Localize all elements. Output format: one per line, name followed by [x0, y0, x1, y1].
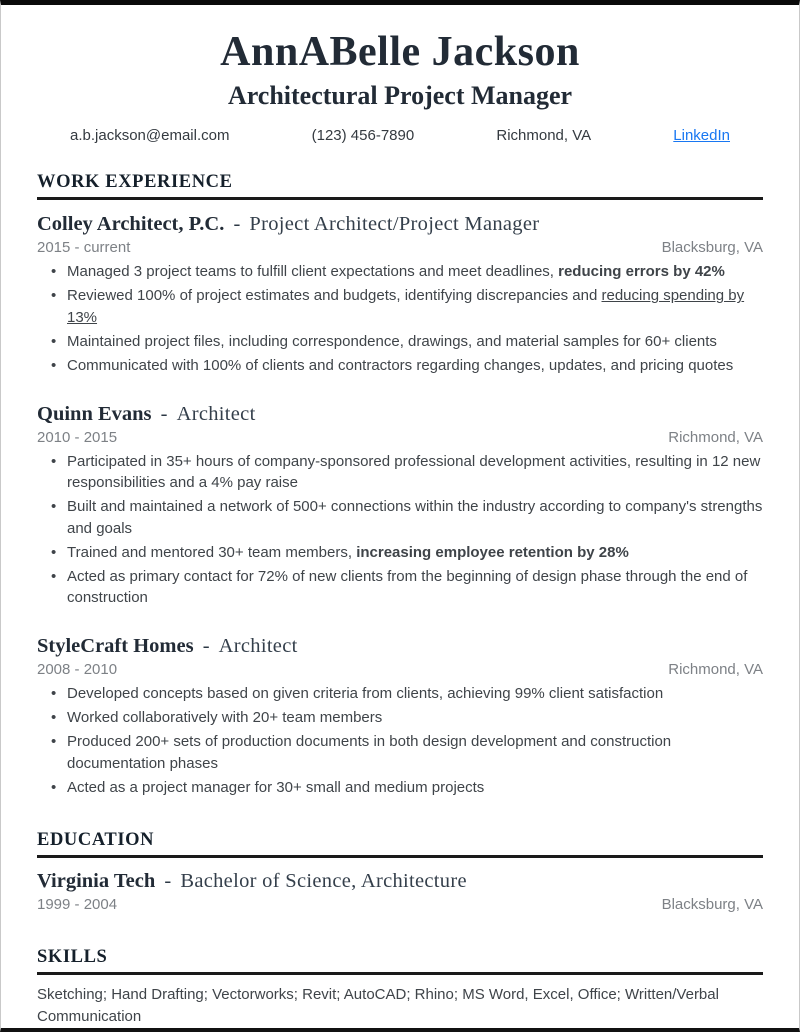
bullet-segment: Maintained project files, including correspondence, drawings, and material samples for 60+ clients [67, 333, 717, 351]
bullet-item [37, 285, 763, 328]
bullet-item [37, 777, 763, 798]
job-meta-row [37, 661, 763, 678]
job-bullet-list [37, 451, 763, 609]
skills-heading: SKILLS [37, 947, 763, 975]
education-location: Blacksburg, VA [661, 896, 763, 914]
job-location: Richmond, VA [668, 660, 763, 678]
bullet-item [37, 731, 763, 774]
job-location: Blacksburg, VA [661, 239, 763, 257]
education-dates: 1999 - 2004 [37, 896, 118, 914]
resume-header [37, 29, 763, 144]
person-title: Architectural Project Manager [227, 81, 573, 111]
bullet-segment: increasing employee retention by 28% [356, 543, 629, 561]
bullet-item [37, 496, 763, 539]
work-experience-heading: WORK EXPERIENCE [37, 172, 763, 200]
job-dates: 2010 - 2015 [37, 428, 118, 446]
bullet-item [37, 566, 763, 609]
job-title-line [37, 403, 763, 426]
jobs-container [37, 213, 763, 798]
section-work-experience [37, 172, 763, 798]
job-dates: 2008 - 2010 [37, 660, 118, 678]
job-role: Architect [176, 402, 256, 425]
education-heading: EDUCATION [37, 830, 763, 858]
bullet-segment: reducing spending by 13% [67, 287, 745, 326]
education-degree-line [37, 870, 763, 893]
job-entry [37, 403, 763, 609]
bullet-segment: Participated in 35+ hours of company-sponsored professional development activities, resulting in 12 new responsibilities and a 4% pay raise [67, 452, 761, 491]
contact-email: a.b.jackson@email.com [70, 127, 230, 145]
bullet-segment: reducing errors by 42% [558, 263, 725, 281]
bullet-segment: Produced 200+ sets of production documents in both design development and construction documentation phases [67, 733, 672, 772]
contact-phone: (123) 456-7890 [311, 127, 415, 145]
job-dates: 2015 - current [37, 239, 131, 257]
bullet-item [37, 542, 763, 563]
job-bullet-list [37, 683, 763, 798]
bullet-segment: Trained and mentored 30+ team members, [67, 543, 357, 561]
bullet-segment: Communicated with 100% of clients and contractors regarding changes, updates, and pricing quotes [67, 357, 734, 375]
section-education [37, 830, 763, 913]
bullet-segment: Reviewed 100% of project estimates and budgets, identifying discrepancies and [67, 287, 602, 305]
job-company: StyleCraft Homes [37, 634, 194, 657]
job-role: Project Architect/Project Manager [249, 213, 540, 236]
job-separator: - [160, 402, 168, 425]
skills-list-text: Sketching; Hand Drafting; Vectorworks; Revit; AutoCAD; Rhino; MS Word, Excel, Office; Written/Verbal Communication [37, 986, 719, 1025]
job-role: Architect [218, 634, 298, 657]
job-separator: - [202, 634, 210, 657]
bullet-segment: Built and maintained a network of 500+ connections within the industry according to company's strengths and goals [67, 498, 763, 537]
bullet-segment: Managed 3 project teams to fulfill client expectations and meet deadlines, [67, 263, 559, 281]
bullet-item [37, 707, 763, 728]
job-entry [37, 635, 763, 798]
job-location: Richmond, VA [668, 428, 763, 446]
bullet-segment: Acted as a project manager for 30+ small and medium projects [67, 778, 485, 796]
education-separator: - [164, 870, 172, 893]
job-meta-row [37, 239, 763, 256]
bullet-item [37, 683, 763, 704]
bullet-item [37, 451, 763, 494]
section-skills [37, 947, 763, 1028]
linkedin-link[interactable]: LinkedIn [673, 127, 730, 145]
job-company: Quinn Evans [37, 402, 152, 425]
job-entry [37, 213, 763, 376]
bullet-segment: Developed concepts based on given criteria from clients, achieving 99% client satisfaction [67, 684, 664, 702]
bullet-item [37, 261, 763, 282]
education-degree: Bachelor of Science, Architecture [180, 870, 467, 893]
contact-row [70, 127, 730, 144]
job-separator: - [233, 213, 241, 236]
job-title-line [37, 635, 763, 658]
person-name: AnnABelle Jackson [220, 29, 580, 75]
job-bullet-list [37, 261, 763, 376]
job-company: Colley Architect, P.C. [37, 213, 225, 236]
contact-location: Richmond, VA [496, 127, 592, 145]
bullet-item [37, 331, 763, 352]
job-title-line [37, 213, 763, 236]
job-meta-row [37, 429, 763, 446]
bullet-segment: Worked collaboratively with 20+ team members [67, 709, 383, 727]
bullet-segment: Acted as primary contact for 72% of new clients from the beginning of design phase through the end of construction [67, 568, 748, 607]
education-meta-row [37, 896, 763, 913]
education-school: Virginia Tech [37, 870, 156, 893]
bullet-item [37, 355, 763, 376]
